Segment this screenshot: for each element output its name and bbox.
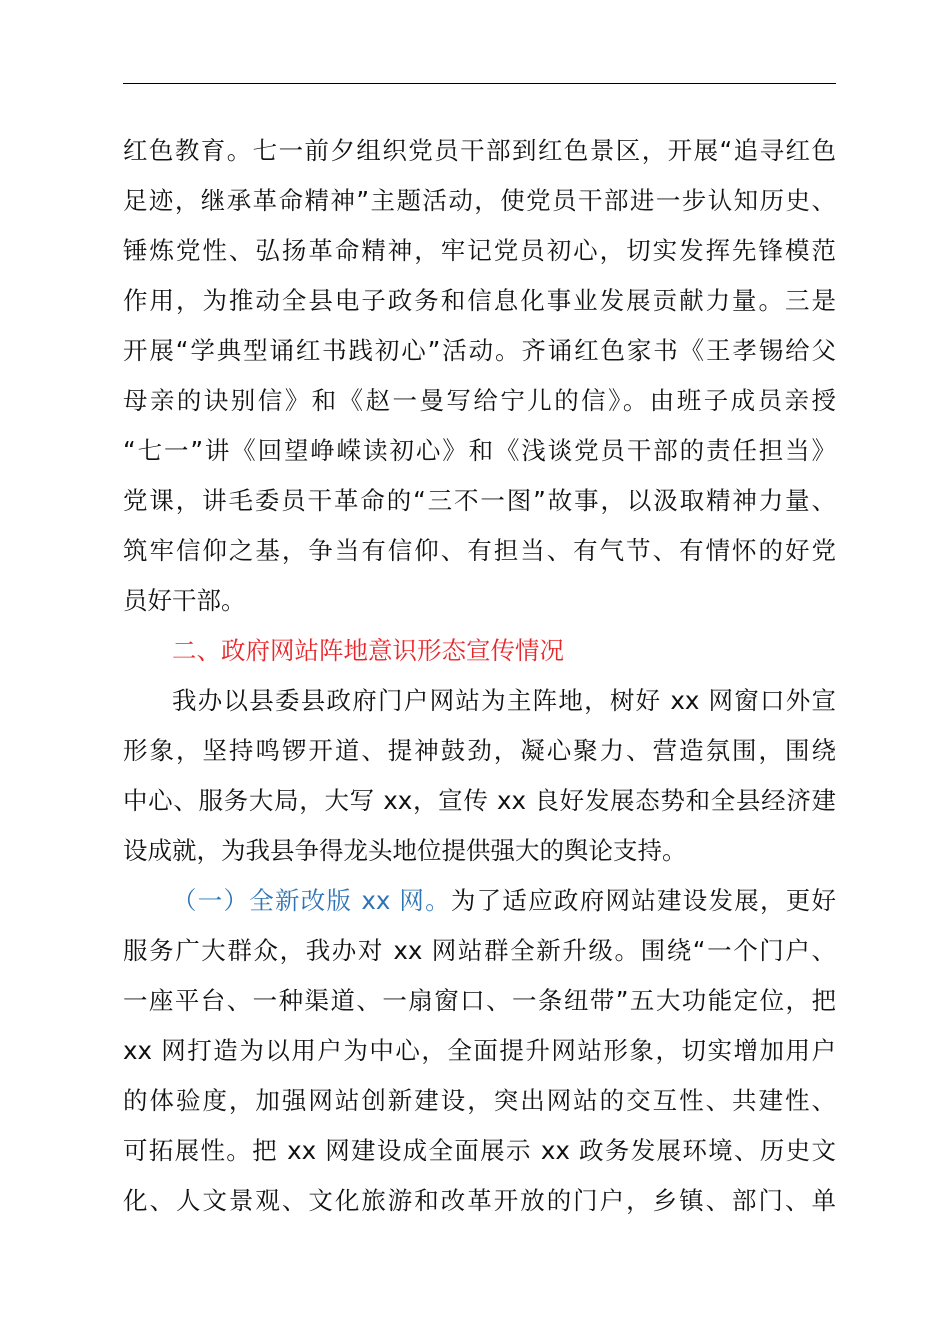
text-line: 锤炼党性、弘扬革命精神，牢记党员初心，切实发挥先锋模范 (123, 236, 836, 265)
header-rule (123, 83, 836, 84)
text-line: 员好干部。 (123, 586, 246, 615)
text-line: 足迹，继承革命精神”主题活动，使党员干部进一步认知历史、 (123, 186, 836, 215)
text-line: xx 网打造为以用户为中心，全面提升网站形象，切实增加用户 (123, 1036, 836, 1065)
section-heading: 二、政府网站阵地意识形态宣传情况 (172, 636, 564, 665)
text-line: 中心、服务大局，大写 xx，宣传 xx 良好发展态势和全县经济建 (123, 786, 836, 815)
text-line: 作用，为推动全县电子政务和信息化事业发展贡献力量。三是 (123, 286, 836, 315)
text-line: 红色教育。七一前夕组织党员干部到红色景区，开展“追寻红色 (123, 136, 836, 165)
text-line: 党课，讲毛委员干革命的“三不一图”故事，以汲取精神力量、 (123, 486, 836, 515)
text-line: 母亲的诀别信》和《赵一曼写给宁儿的信》。由班子成员亲授 (123, 386, 836, 415)
text-line: 设成就，为我县争得龙头地位提供强大的舆论支持。 (123, 836, 687, 865)
text-line: 可拓展性。把 xx 网建设成全面展示 xx 政务发展环境、历史文 (123, 1136, 836, 1165)
paragraph-red-education (123, 126, 836, 626)
paragraph-website-redesign (123, 876, 836, 1226)
text-line: 一座平台、一种渠道、一扇窗口、一条纽带”五大功能定位，把 (123, 986, 836, 1015)
text-line: 筑牢信仰之基，争当有信仰、有担当、有气节、有情怀的好党 (123, 536, 836, 565)
text-line-with-subheading (123, 876, 836, 926)
text-line: 的体验度，加强网站创新建设，突出网站的交互性、共建性、 (123, 1086, 836, 1115)
subheading-continuation: 为了适应政府网站建设发展，更好 (450, 886, 836, 915)
text-line: 服务广大群众，我办对 xx 网站群全新升级。围绕“一个门户、 (123, 936, 836, 965)
text-line: 形象，坚持鸣锣开道、提神鼓劲，凝心聚力、营造氛围，围绕 (123, 736, 836, 765)
text-line: 开展“学典型诵红书践初心”活动。齐诵红色家书《王孝锡给父 (123, 336, 836, 365)
text-line: “七一”讲《回望峥嵘读初心》和《浅谈党员干部的责任担当》 (123, 436, 836, 465)
text-line: 化、人文景观、文化旅游和改革开放的门户，乡镇、部门、单 (123, 1186, 836, 1215)
document-body (123, 126, 836, 1226)
subheading: （一）全新改版 xx 网。 (172, 886, 451, 915)
text-line: 我办以县委县政府门户网站为主阵地，树好 xx 网窗口外宣 (172, 686, 836, 715)
paragraph-website-overview (123, 676, 836, 876)
